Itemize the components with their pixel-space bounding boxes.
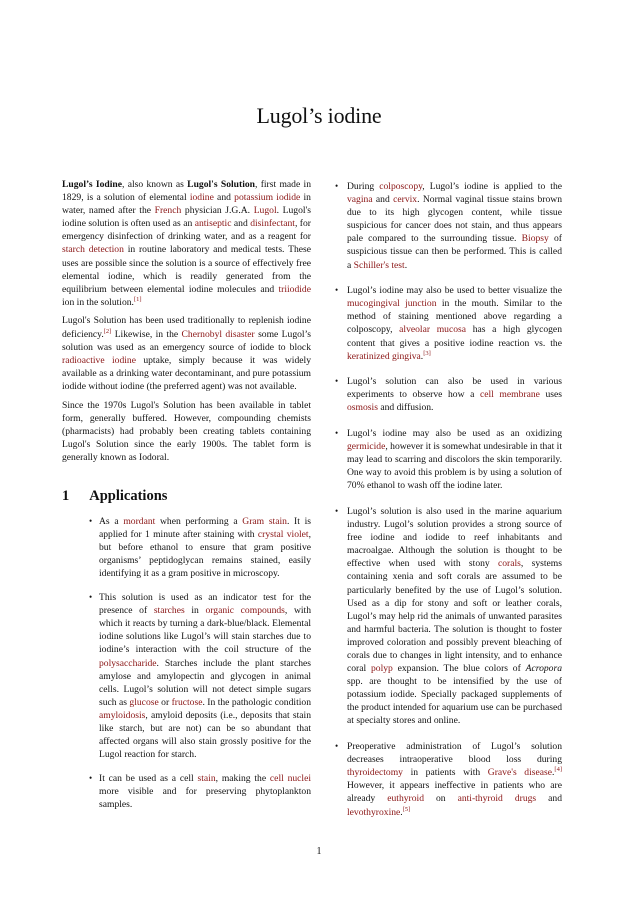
section-title: Applications: [89, 487, 168, 504]
intro-paragraph: Lugol’s Iodine, also known as Lugol's Solution, first made in 1829, is a solution of elemental iodine and potassium iodide in water, named after the French physician J.G.A. Lugol. Lugol's iodine solution is often used as an antiseptic and disinfectant, for emergency disinfection of drinking water, and as a reagent for starch detection in routine laboratory and medical tests. These uses are possible since the solution is a source of effectively free elemental iodine, which is readily generated from the equilibrium between elemental iodine molecules and triiodide ion in the solution.[1]: [62, 179, 311, 308]
link-graves-disease[interactable]: Grave's disease: [487, 767, 552, 779]
citation-2[interactable]: [2]: [103, 327, 112, 335]
link-polysaccharide[interactable]: polysaccharide: [99, 657, 157, 669]
bullet-icon: •: [89, 592, 93, 603]
list-item: • Lugol’s solution can also be used in various experiments to observe how a cell membrane uses osmosis and diffusion.: [335, 376, 563, 414]
link-mucogingival-junction[interactable]: mucogingival junction: [347, 298, 437, 310]
citation-1[interactable]: [1]: [133, 295, 142, 303]
bullet-icon: •: [89, 772, 93, 783]
link-disinfectant[interactable]: disinfectant: [250, 218, 295, 230]
list-item: • Lugol’s iodine may also be used to better visualize the mucogingival junction in the mouth. Similar to the method of staining mentioned above regarding a colposcopy, alveolar mucosa has a high glycogen content that gives a positive iodine reaction vs. the keratinized gingiva.[3]: [335, 285, 562, 362]
link-cell-nuclei[interactable]: cell nuclei: [269, 772, 312, 784]
link-mordant[interactable]: mordant: [123, 516, 156, 528]
bullet-icon: •: [335, 376, 339, 387]
link-radioactive-iodine[interactable]: radioactive iodine: [62, 354, 136, 366]
right-column: [335, 180, 562, 831]
link-biopsy[interactable]: Biopsy: [521, 233, 549, 245]
link-polyp[interactable]: polyp: [370, 663, 393, 675]
link-alveolar-mucosa[interactable]: alveolar mucosa: [399, 324, 467, 336]
history-paragraph: Lugol's Solution has been used traditionally to replenish iodine deficiency.[2] Likewise, in the Chernobyl disaster some Lugol’s solution was used as an emergency source of iodide to block radioactive iodine uptake, simply because it was widely available as a drinking water decontaminant, and pure potassium iodide without iodine (the preferred agent) was not available.: [62, 315, 311, 392]
bullet-icon: •: [89, 516, 93, 527]
link-germicide[interactable]: germicide: [347, 441, 386, 453]
term-lugols-iodine: Lugol’s Iodine: [62, 179, 122, 190]
citation-5[interactable]: [5]: [402, 805, 411, 813]
list-item: • As a mordant when performing a Gram stain. It is applied for 1 minute after staining with crystal violet, but before ethanol to ensure that gram positive organisms’ peptidoglycan remains stained, easily identifying it as a gram positive in microscopy.: [89, 516, 311, 580]
applications-list-left: [62, 515, 311, 811]
link-amyloidosis[interactable]: amyloidosis: [99, 709, 146, 721]
bullet-icon: •: [335, 741, 339, 752]
bullet-icon: •: [335, 428, 339, 438]
bullet-icon: •: [335, 285, 339, 296]
list-item: • Lugol’s solution is also used in the marine aquarium industry. Lugol’s solution provides a strong source of free iodine and iodide to reef inhabitants and macroalgae. Although the solution is thought to be effective when used with stony corals, systems containing xenia and soft corals are assumed to be particularly benefited by the use of Lugol’s solution. Used as a dip for stony and soft or leather corals, Lugol’s may help rid the animals of unwanted parasites and harmful bacteria. The solution is thought to foster improved coloration and possibly prevent bleaching of corals due to changes in light intensity, and to enhance coral polyp expansion. The blue colors of Acropora spp. are thought to be intensified by the use of potassium iodide. Specially packaged supplements of the product intended for aquarium use can be purchased at specialty stores and online.: [335, 505, 562, 727]
list-item: • This solution is used as an indicator test for the presence of starches in organic compounds, with which it reacts by turning a dark-blue/black. Elemental iodine solutions like Lugol’s will stain starches due to iodine’s interaction with the coil structure of the polysaccharide. Starches include the plant starches amylose and amylopectin and glycogen in animal cells. Lugol’s solution will not detect simple sugars such as glucose or fructose. In the pathologic condition amyloidosis, amyloid deposits (i.e., deposits that stain like starch, but are not) can be so abundant that affected organs will also stain grossly positive for the Lugol reaction for starch.: [89, 592, 312, 761]
link-starches[interactable]: starches: [153, 605, 185, 617]
link-iodine[interactable]: iodine: [189, 192, 214, 204]
citation-3[interactable]: [3]: [423, 349, 431, 357]
link-schillers-test[interactable]: Schiller's test: [353, 259, 405, 271]
section-number: 1: [62, 487, 70, 504]
link-triiodide[interactable]: triiodide: [278, 283, 311, 295]
link-cervix[interactable]: cervix: [393, 194, 418, 206]
bullet-icon: •: [335, 505, 339, 516]
link-crystal-violet[interactable]: crystal violet: [257, 529, 309, 541]
term-lugols-solution: Lugol's Solution: [187, 179, 255, 190]
link-corals[interactable]: corals: [498, 558, 521, 570]
applications-list-right: [335, 180, 562, 819]
bullet-icon: •: [335, 181, 339, 191]
section-heading-applications: [62, 487, 311, 504]
link-fructose[interactable]: fructose: [171, 696, 203, 708]
list-item: • Preoperative administration of Lugol’s solution decreases intraoperative blood loss during thyroidectomy in patients with Grave's disease.[4] However, it appears ineffective in patients who are already euthyroid on anti-thyroid drugs and levothyroxine.[5]: [335, 741, 562, 818]
link-detection[interactable]: detection: [88, 244, 124, 256]
link-gram-stain[interactable]: Gram stain: [242, 516, 287, 528]
link-chernobyl-disaster[interactable]: Chernobyl disaster: [181, 328, 255, 340]
list-item: • During colposcopy, Lugol’s iodine is applied to the vagina and cervix. Normal vaginal tissue stains brown due to its high glycogen content, while tissue suspicious for cancer does not stain, and thus appears pale compared to the surrounding tissue. Biopsy of suspicious tissue can then be performed. This is called a Schiller's test.: [335, 181, 563, 271]
link-potassium-iodide[interactable]: potassium iodide: [234, 192, 301, 204]
tablet-paragraph: Since the 1970s Lugol's Solution has been available in tablet form, generally buffered. However, compounding chemists (pharmacists) had probably been creating tablets containing Lugol's Solution since the early 1900s. The tablet form is generally known as Iodoral.: [62, 399, 311, 463]
link-vagina[interactable]: vagina: [347, 194, 373, 206]
link-antiseptic[interactable]: antiseptic: [194, 218, 232, 230]
list-item: • Lugol’s iodine may also be used as an oxidizing germicide, however it is somewhat undesirable in that it may lead to scarring and discolors the skin temporarily. One way to avoid this problem is by using a solution of 70% ethanol to wash off the iodine later.: [335, 428, 563, 492]
term-acropora: Acropora: [525, 663, 562, 675]
link-keratinized-gingiva[interactable]: keratinized gingiva: [347, 350, 421, 362]
link-thyroidectomy[interactable]: thyroidectomy: [347, 767, 403, 779]
link-glucose[interactable]: glucose: [129, 696, 159, 708]
link-osmosis[interactable]: osmosis: [347, 402, 378, 414]
link-levothyroxine[interactable]: levothyroxine: [347, 806, 401, 818]
left-column: [62, 178, 311, 822]
link-starch[interactable]: starch: [62, 244, 85, 256]
link-euthyroid[interactable]: euthyroid: [387, 793, 424, 805]
page-number: 1: [316, 846, 322, 857]
list-item: • It can be used as a cell stain, making the cell nuclei more visible and for preserving phytoplankton samples.: [89, 772, 312, 810]
citation-4[interactable]: [4]: [554, 766, 562, 774]
page-title: Lugol’s iodine: [256, 103, 382, 128]
link-organic-compounds[interactable]: organic compounds: [205, 605, 285, 617]
link-lugol[interactable]: Lugol: [253, 205, 277, 217]
link-colposcopy[interactable]: colposcopy: [379, 181, 423, 192]
link-french[interactable]: French: [154, 205, 182, 217]
link-cell-membrane[interactable]: cell membrane: [479, 389, 540, 401]
link-anti-thyroid-drugs[interactable]: anti-thyroid drugs: [457, 793, 537, 805]
link-stain[interactable]: stain: [197, 772, 216, 784]
